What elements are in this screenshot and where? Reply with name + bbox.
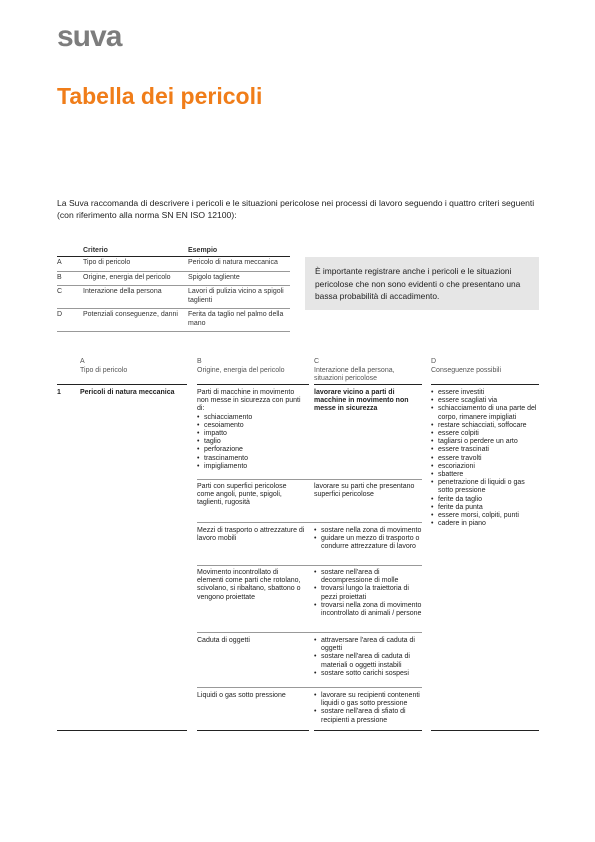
list-item: • schiacciamento: [197, 414, 305, 422]
subrow-rule: [197, 522, 422, 523]
col-header-d: [431, 358, 541, 375]
col-header-label: Conseguenze possibili: [431, 366, 502, 374]
callout-box: È importante registrare anche i pericoli e le situazioni pericolose che non sono evidenti o che presentano una bassa probabilità di accadimento.: [305, 257, 539, 310]
criteria-letter: D: [57, 311, 63, 318]
list-item: • lavorare su recipienti contenenti liquidi o gas sotto pressione: [314, 692, 422, 708]
col-header-label: Interazione della persona, situazioni pericolose: [314, 366, 395, 382]
bottom-rule: [197, 730, 309, 731]
interaction-list: [314, 692, 422, 725]
list-item: • restare schiacciati, soffocare: [431, 422, 539, 430]
list-item: • ferite da punta: [431, 504, 539, 512]
criteria-header-criterion: Criterio: [83, 247, 108, 254]
list-item: • impigliamento: [197, 463, 305, 471]
interaction-text: lavorare vicino a parti di macchine in movimento non messe in sicurezza: [314, 389, 409, 413]
criteria-criterion: Interazione della persona: [83, 288, 162, 295]
criteria-criterion: Origine, energia del pericolo: [83, 273, 171, 281]
criteria-criterion: Tipo di pericolo: [83, 259, 131, 266]
criteria-row: [57, 309, 290, 332]
criteria-row: [57, 286, 290, 309]
list-item: • essere investiti: [431, 389, 539, 397]
row-number: 1: [57, 389, 61, 396]
list-item: • attraversare l'area di caduta di oggetti: [314, 637, 422, 653]
criteria-letter: B: [57, 273, 62, 281]
hazard-type: Pericoli di natura meccanica: [80, 389, 175, 396]
list-item: • perforazione: [197, 446, 305, 454]
criteria-letter: C: [57, 288, 63, 295]
list-item: • ferite da taglio: [431, 496, 539, 504]
list-item: • trovarsi nella zona di movimento incontrollato di animali / persone: [314, 602, 422, 618]
list-item: • sbattere: [431, 471, 539, 479]
list-item: • essere scagliati via: [431, 397, 539, 405]
criteria-row: [57, 272, 290, 287]
interaction-text: lavorare su parti che presentano superfici pericolose: [314, 483, 415, 499]
bottom-rule: [314, 730, 422, 731]
list-item: • sostare nell'area di caduta di materiali o oggetti instabili: [314, 653, 422, 669]
interaction-list: [314, 637, 422, 678]
header-rule: [197, 384, 309, 385]
list-item: • guidare un mezzo di trasporto o condurre attrezzature di lavoro: [314, 535, 422, 551]
origin-text: Caduta di oggetti: [197, 637, 250, 644]
list-item: • cesoiamento: [197, 422, 305, 430]
col-header-a: [80, 358, 190, 375]
subrow-rule: [197, 565, 422, 566]
criteria-table: [57, 244, 290, 332]
list-item: • essere colpiti: [431, 430, 539, 438]
consequences-list: [431, 389, 539, 528]
col-header-label: Origine, energia del pericolo: [197, 366, 285, 374]
list-item: • essere travolti: [431, 455, 539, 463]
criteria-example: Ferita da taglio nel palmo della mano: [188, 311, 284, 327]
bottom-rule: [431, 730, 539, 731]
page-title: Tabella dei pericoli: [57, 83, 263, 109]
interaction-list: [314, 569, 422, 618]
criteria-example: Pericolo di natura meccanica: [188, 259, 278, 266]
list-item: • sostare nell'area di decompressione di molle: [314, 569, 422, 585]
col-header-b: [197, 358, 309, 375]
origin-cell: [197, 389, 305, 471]
list-item: • cadere in piano: [431, 520, 539, 528]
col-header-letter: A: [80, 358, 85, 365]
criteria-header: [57, 244, 290, 257]
bottom-rule: [57, 730, 187, 731]
interaction-list: [314, 527, 422, 552]
origin-text: Movimento incontrollato di elementi come parti che rotolano, scivolano, si ribaltano, sbattono o vengono proiettate: [197, 569, 301, 601]
origin-list: [197, 414, 305, 471]
subrow-rule: [197, 687, 422, 688]
list-item: • essere morsi, colpiti, punti: [431, 512, 539, 520]
col-header-letter: C: [314, 358, 320, 365]
list-item: • sostare sotto carichi sospesi: [314, 670, 422, 678]
list-item: • trascinamento: [197, 455, 305, 463]
header-rule: [431, 384, 539, 385]
header-rule: [57, 384, 187, 385]
list-item: • essere trascinati: [431, 446, 539, 454]
origin-text: Mezzi di trasporto o attrezzature di lavoro mobili: [197, 527, 305, 543]
criteria-example: Lavori di pulizia vicino a spigoli taglienti: [188, 288, 284, 304]
col-header-letter: B: [197, 358, 202, 365]
criteria-letter: A: [57, 259, 62, 266]
list-item: • escoriazioni: [431, 463, 539, 471]
list-item: • taglio: [197, 438, 305, 446]
list-item: • sostare nella zona di movimento: [314, 527, 422, 535]
origin-text: Parti di macchine in movimento non messe in sicurezza con punti di:: [197, 389, 301, 413]
list-item: • schiacciamento di una parte del corpo, rimanere impigliati: [431, 405, 539, 421]
list-item: • tagliarsi o perdere un arto: [431, 438, 539, 446]
subrow-rule: [197, 632, 422, 633]
header-rule: [314, 384, 422, 385]
criteria-row: [57, 257, 290, 272]
suva-logo: suva: [57, 20, 122, 53]
col-header-c: [314, 358, 414, 384]
subrow-rule: [197, 479, 422, 480]
origin-text: Liquidi o gas sotto pressione: [197, 692, 286, 699]
col-header-label: Tipo di pericolo: [80, 366, 128, 374]
intro-paragraph: La Suva raccomanda di descrivere i pericoli e le situazioni pericolose nei processi di lavoro seguendo i quattro criteri seguenti (con riferimento alla norma SN EN ISO 12100):: [57, 198, 535, 220]
criteria-header-example: Esempio: [188, 247, 218, 254]
criteria-criterion: Potenziali conseguenze, danni: [83, 311, 178, 318]
criteria-example: Spigolo tagliente: [188, 273, 240, 281]
list-item: • penetrazione di liquidi o gas sotto pressione: [431, 479, 539, 495]
list-item: • sostare nell'area di sfiato di recipienti a pressione: [314, 708, 422, 724]
origin-text: Parti con superfici pericolose come angoli, punte, spigoli, taglienti, rugosità: [197, 483, 287, 507]
col-header-letter: D: [431, 358, 437, 365]
list-item: • impatto: [197, 430, 305, 438]
list-item: • trovarsi lungo la traiettoria di pezzi proiettati: [314, 585, 422, 601]
